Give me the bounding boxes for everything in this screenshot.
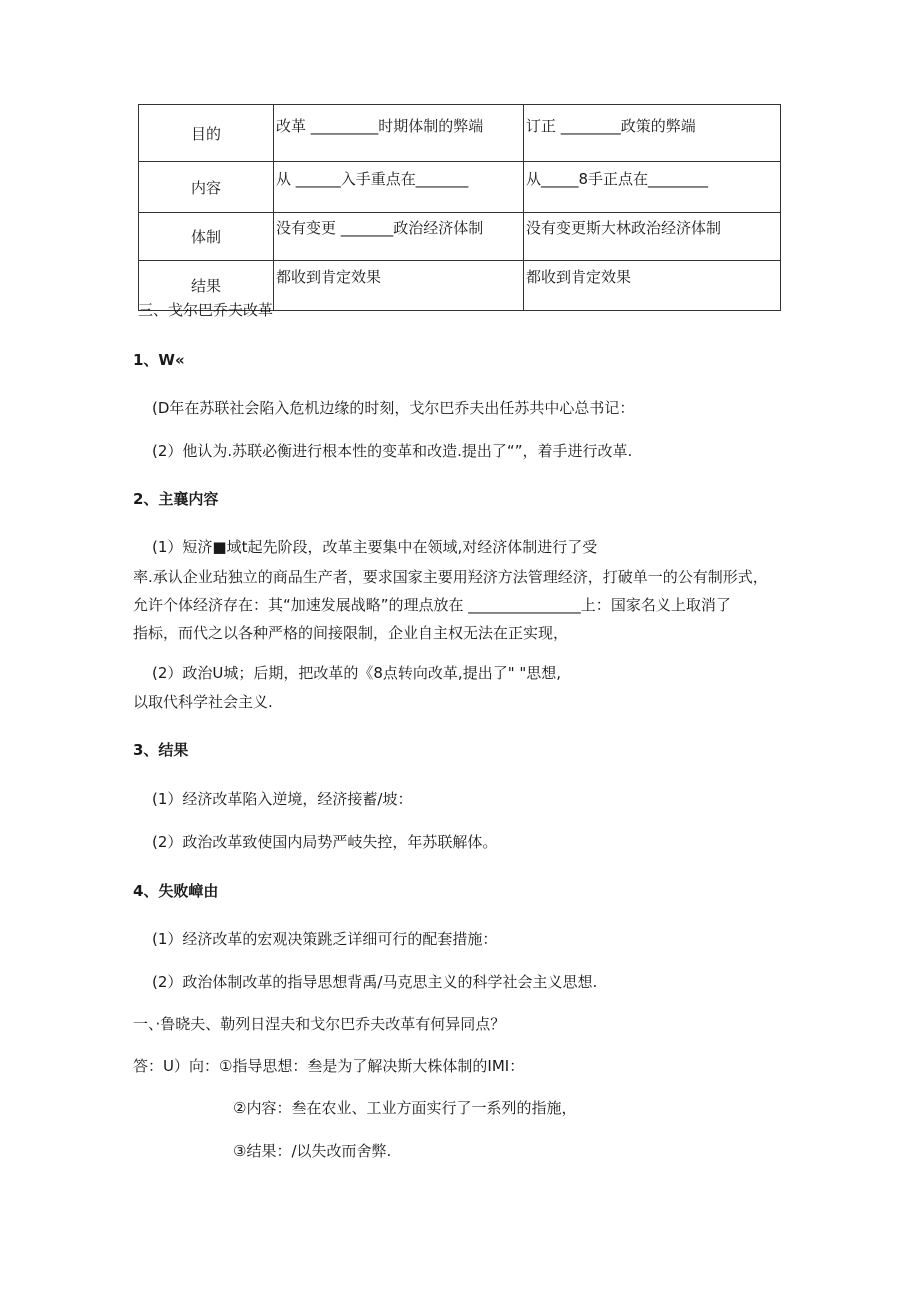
paragraph: (D年在苏联社会陷入危机边缘的时刻，戈尔巴乔夫出任苏共中心总书记： [152, 399, 635, 417]
paragraph-line: 以取代科学社会主义. [133, 693, 273, 711]
paragraph: (1）短济■域t起先阶段，改革主要集中在领域,对经济体制进行了受 [152, 538, 598, 556]
subsection-title: 1、W« [133, 351, 185, 369]
table-cell: 订正 ________政策的弊端 [524, 105, 781, 162]
answer-line: 答：U）向：①指导思想：叁是为了解决斯大株体制的IMI： [133, 1057, 525, 1075]
row-label: 结果 [139, 261, 274, 311]
table-cell: 没有变更 _______政治经济体制 [274, 213, 524, 261]
paragraph: (2）政治U城；后期，把改革的《8点转向改革,提出了" "思想, [152, 664, 562, 682]
table-cell: 从 ______入手重点在_______ [274, 162, 524, 213]
question: 一、·鲁晓夫、勒列日涅夫和戈尔巴乔夫改革有何异同点？ [133, 1015, 506, 1033]
answer-line: ②内容：叁在农业、工业方面实行了一系列的指施， [233, 1099, 577, 1117]
subsection-title: 4、失败嶂由 [133, 882, 219, 900]
paragraph: (2）他认为.苏联必衡进行根本性的变革和改造.提出了“”，着手进行改革. [152, 442, 633, 460]
paragraph: (1）经济改革陷入逆境，经济接蓄/坡： [152, 790, 413, 808]
subsection-title: 2、主襄内容 [133, 490, 219, 508]
answer-line: ③结果：/以失改而舍弊. [233, 1142, 392, 1160]
paragraph-line: 指标，而代之以各种严格的间接限制，企业自主权无法在正实现， [133, 624, 569, 642]
row-label: 体制 [139, 213, 274, 261]
comparison-table [138, 104, 781, 311]
paragraph: (2）政治体制改革的指导思想背禹/马克思主义的科学社会主义思想. [152, 973, 598, 991]
row-label: 目的 [139, 105, 274, 162]
paragraph: (2）政治改革致使国内局势严岐失控，年苏联解体。 [152, 833, 498, 851]
paragraph-line: 率.承认企业玷独立的商品生产者，要求国家主要用羟济方法管理经济，打破单一的公有制形式， [133, 568, 768, 586]
table-cell: 改革 _________时期体制的弊端 [274, 105, 524, 162]
section-heading: 三、戈尔巴乔夫改革 [138, 301, 274, 319]
table-cell: 都收到肯定效果 [524, 261, 781, 311]
paragraph-line: 允许个体经济存在：其“加速发展战略”的理点放在 _______________上：国家名义上取消了 [133, 596, 731, 614]
table-row [139, 213, 781, 261]
table-row [139, 105, 781, 162]
table-cell: 从_____8手正点在________ [524, 162, 781, 213]
table-cell: 都收到肯定效果 [274, 261, 524, 311]
table-cell: 没有变更斯大林政治经济体制 [524, 213, 781, 261]
paragraph: (1）经济改革的宏观决策跳乏详细可行的配套措施： [152, 930, 498, 948]
row-label: 内容 [139, 162, 274, 213]
table-row [139, 162, 781, 213]
subsection-title: 3、结果 [133, 741, 189, 759]
